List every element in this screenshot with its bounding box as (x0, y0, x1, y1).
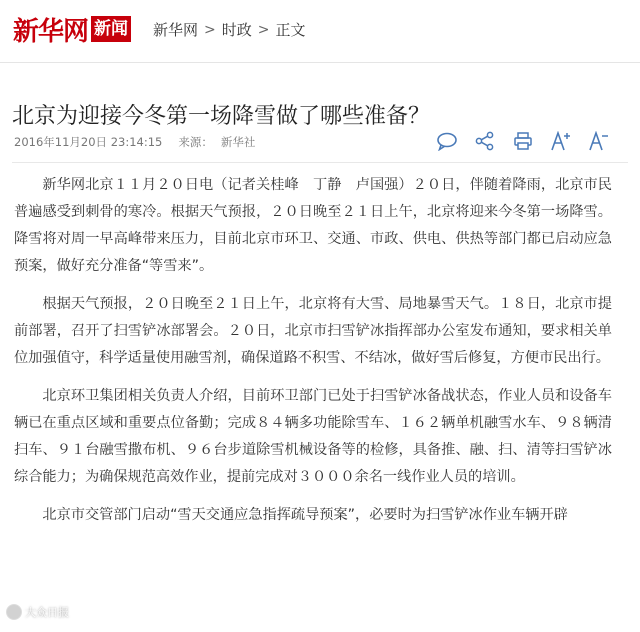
print-icon[interactable] (512, 130, 534, 152)
header-divider (12, 162, 628, 163)
article-paragraph: 根据天气预报，２０日晚至２１日上午，北京将有大雪、局地暴雪天气。１８日，北京市提前部署，召开了扫雪铲冰部署会。２０日，北京市扫雪铲冰指挥部办公室发布通知，要求相关单位加强值守，科学适量使用融雪剂，确保道路不积雪、不结冰，做好雪后修复，方便市民出行。 (14, 296, 612, 366)
article-paragraph: 新华网北京１１月２０日电（记者关桂峰 丁静 卢国强）２０日，伴随着降雨，北京市民普遍感受到刺骨的寒冷。根据天气预报，２０日晚至２１日上午，北京将迎来今冬第一场降雪。降雪将对周一早高峰带来压力，目前北京市环卫、交通、市政、供电、供热等部门都已启动应急预案，做好充分准备“等雪来”。 (14, 177, 612, 274)
breadcrumb-separator: > (204, 21, 216, 38)
breadcrumb-separator: > (257, 21, 270, 38)
article-paragraph: 北京环卫集团相关负责人介绍，目前环卫部门已处于扫雪铲冰备战状态，作业人员和设备车辆已在重点区域和重要点位备勤；完成８４辆多功能除雪车、１６２辆单机融雪水车、９８辆清扫车、９１台融雪撒布机、９６台步道除雪机械设备等的检修，具备推、融、扫、清等扫雪铲冰综合能力；为确保规范高效作业，提前完成对３０００余名一线作业人员的培训。 (14, 388, 612, 485)
source-label: 来源： (178, 135, 213, 149)
logo-badge: 新闻 (91, 16, 131, 42)
breadcrumb-current: 正文 (275, 21, 306, 39)
article-paragraph: 北京市交管部门启动“雪天交通应急指挥疏导预案”，必要时为扫雪铲冰作业车辆开辟 (42, 507, 568, 523)
article-meta (14, 134, 255, 150)
font-smaller-icon[interactable] (588, 130, 610, 152)
article-datetime: 2016年11月20日 23:14:15 (14, 135, 163, 149)
watermark-logo-icon (6, 604, 22, 620)
breadcrumb-home[interactable]: 新华网 (153, 21, 199, 39)
article-tools (420, 130, 610, 152)
breadcrumb-section[interactable]: 时政 (221, 21, 252, 39)
font-larger-icon[interactable] (550, 130, 572, 152)
breadcrumb (153, 19, 306, 40)
watermark (6, 604, 69, 620)
article-body (14, 172, 612, 540)
watermark-text: 大众日报 (25, 606, 69, 619)
site-logo[interactable] (13, 13, 131, 45)
article-source: 新华社 (220, 135, 256, 149)
share-icon[interactable] (474, 130, 496, 152)
comment-icon[interactable] (436, 130, 458, 152)
top-bar (0, 0, 640, 63)
article-title: 北京为迎接今冬第一场降雪做了哪些准备？ (12, 103, 431, 129)
logo-text: 新华网 (13, 16, 89, 47)
